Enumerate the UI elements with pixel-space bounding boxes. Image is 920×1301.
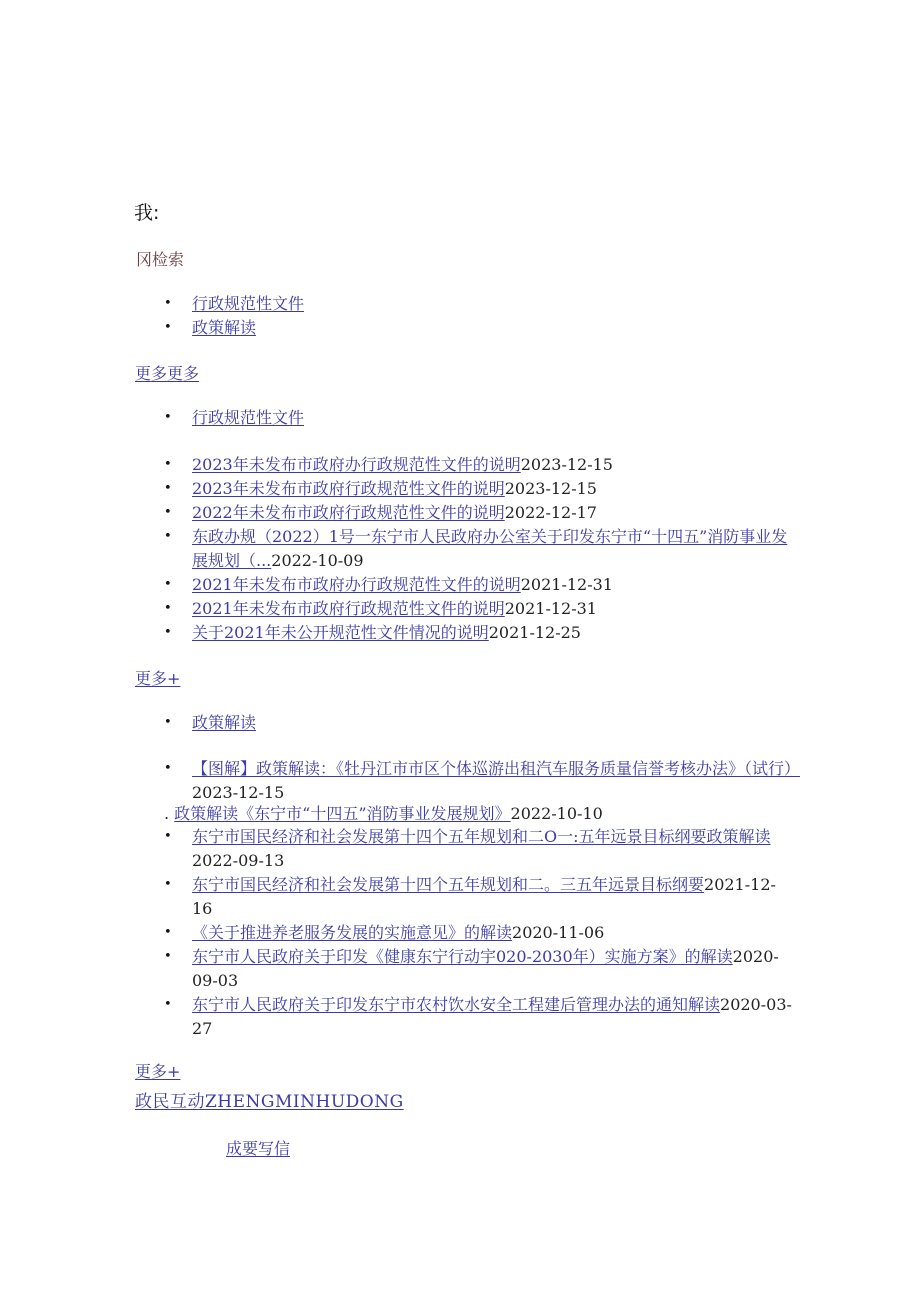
more-more-link[interactable]: 更多更多 xyxy=(135,364,200,383)
list-item xyxy=(164,825,792,873)
doc-date: 2020-03-27 xyxy=(192,995,792,1038)
list-item xyxy=(164,873,792,921)
doc-date: 2021-12-25 xyxy=(488,623,581,642)
list-item xyxy=(164,945,792,993)
doc-link[interactable]: 2021年未发布市政府办行政规范性文件的说明 xyxy=(192,575,521,594)
doc-link[interactable]: 东政办规（2022）1号一东宁市人民政府办公室关于印发东宁市“十四五”消防事业发展规划（... xyxy=(192,527,788,570)
nav-link-policy-interpretation[interactable]: 政策解读 xyxy=(192,318,257,337)
section2-more-link[interactable]: 更多+ xyxy=(135,1062,181,1081)
section1-header-list xyxy=(164,406,792,430)
doc-date: 2022-10-09 xyxy=(271,551,364,570)
item-prefix: . xyxy=(164,804,175,823)
list-item xyxy=(164,525,792,573)
doc-date: 2023-12-15 xyxy=(504,479,597,498)
write-letter-link[interactable]: 成要写信 xyxy=(226,1139,291,1158)
nav-item-policy-interpretation xyxy=(164,316,792,340)
section2-list-a xyxy=(164,757,801,805)
doc-link[interactable]: 2021年未发布市政府行政规范性文件的说明 xyxy=(192,599,505,618)
doc-date: 2022-09-13 xyxy=(192,851,285,870)
list-item xyxy=(164,757,801,805)
nav-item-normative-docs xyxy=(164,292,792,316)
doc-link[interactable]: 《关于推进养老服务发展的实施意见》的解读 xyxy=(192,923,513,942)
list-item xyxy=(164,501,792,525)
doc-link[interactable]: 2023年未发布市政府办行政规范性文件的说明 xyxy=(192,455,521,474)
list-item xyxy=(164,621,792,645)
doc-link[interactable]: 东宁市人民政府关于印发东宁市农村饮水安全工程建后管理办法的通知解读 xyxy=(192,995,721,1014)
doc-date: 2023-12-15 xyxy=(520,455,613,474)
section1-title-item xyxy=(164,406,792,430)
doc-link[interactable]: 东宁市国民经济和社会发展第十四个五年规划和二。三五年远景目标纲要 xyxy=(192,875,705,894)
doc-date: 2021-12-31 xyxy=(504,599,597,618)
doc-date: 2020-09-03 xyxy=(192,947,779,990)
doc-link[interactable]: 关于2021年未公开规范性文件情况的说明 xyxy=(192,623,489,642)
search-label[interactable]: 冈检索 xyxy=(136,250,185,269)
doc-link[interactable]: 【图解】政策解读：《牡丹江市市区个体巡游出租汽车服务质量信誉考核办法》（试行） xyxy=(192,759,801,778)
list-item xyxy=(164,453,792,477)
doc-link[interactable]: 2022年未发布市政府行政规范性文件的说明 xyxy=(192,503,505,522)
section1-title-link[interactable]: 行政规范性文件 xyxy=(192,408,305,427)
section2-list-b xyxy=(164,825,792,1041)
section1-more-link[interactable]: 更多+ xyxy=(135,669,181,688)
section2-title-link[interactable]: 政策解读 xyxy=(192,713,257,732)
nav-list xyxy=(164,292,792,340)
doc-date: 2021-12-16 xyxy=(192,875,776,918)
doc-link[interactable]: 政策解读《东宁市“十四五”消防事业发展规划》 xyxy=(174,804,511,823)
doc-date: 2020-11-06 xyxy=(512,923,605,942)
list-item xyxy=(164,573,792,597)
list-item xyxy=(164,921,792,945)
doc-link[interactable]: 2023年未发布市政府行政规范性文件的说明 xyxy=(192,479,505,498)
section2-header-list xyxy=(164,711,792,735)
doc-date: 2023-12-15 xyxy=(192,783,285,802)
doc-link[interactable]: 东宁市国民经济和社会发展第十四个五年规划和二O一:五年远景目标纲要政策解读 xyxy=(192,827,771,846)
doc-date: 2022-12-17 xyxy=(504,503,597,522)
list-item xyxy=(164,993,792,1041)
nav-link-normative-docs[interactable]: 行政规范性文件 xyxy=(192,294,305,313)
list-item xyxy=(164,477,792,501)
list-item xyxy=(164,597,792,621)
interaction-title-link[interactable]: 政民互动ZHENGMINHUDONG xyxy=(135,1092,404,1112)
doc-date: 2022-10-10 xyxy=(510,804,603,823)
list-item-plain xyxy=(164,802,784,826)
section1-list xyxy=(164,453,792,645)
me-label: 我: xyxy=(134,202,160,224)
doc-date: 2021-12-31 xyxy=(520,575,613,594)
section2-title-item xyxy=(164,711,792,735)
doc-link[interactable]: 东宁市人民政府关于印发《健康东宁行动宇020-2030年）实施方案》的解读 xyxy=(192,947,733,966)
